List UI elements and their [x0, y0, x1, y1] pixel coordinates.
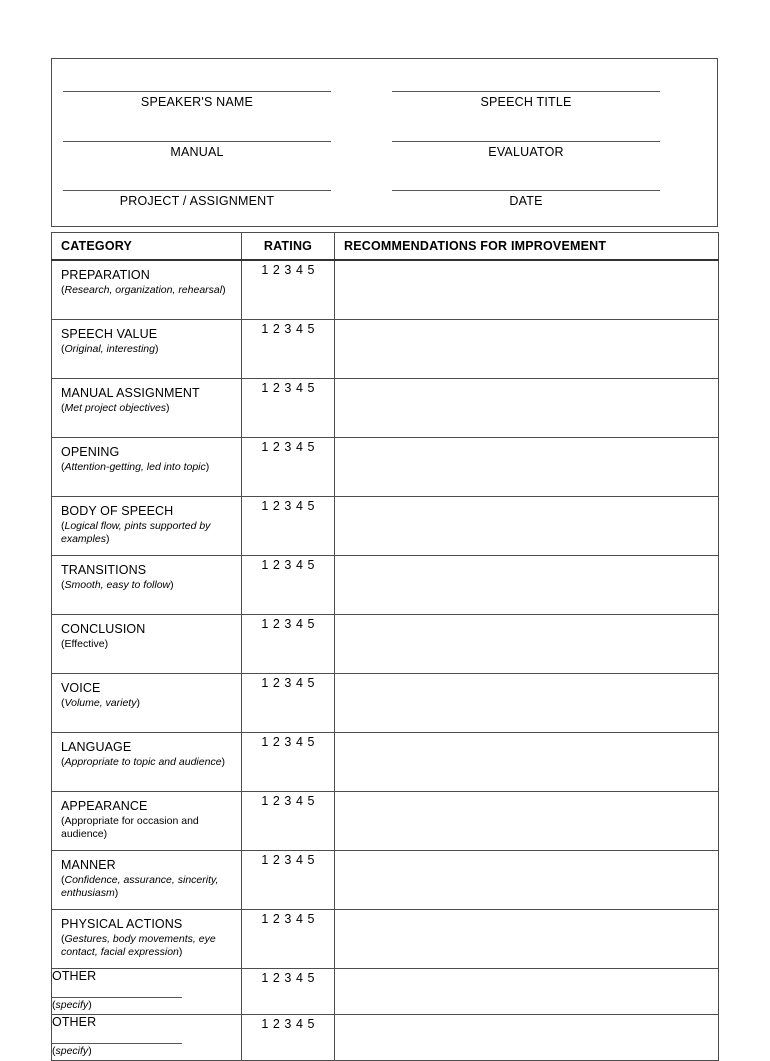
rating-scale: [259, 558, 317, 572]
rating-cell: [242, 320, 335, 379]
recommendations-cell[interactable]: [335, 1015, 719, 1061]
rating-cell: [242, 969, 335, 1015]
rating-scale: [259, 381, 317, 395]
category-cell: [52, 910, 242, 969]
field-label: EVALUATOR: [488, 145, 564, 159]
category-description: (Appropriate for occasion and audience): [61, 815, 199, 840]
recommendations-cell[interactable]: [335, 792, 719, 851]
rating-option-4[interactable]: 4: [295, 558, 304, 572]
recommendations-cell[interactable]: [335, 910, 719, 969]
field-label: MANUAL: [170, 145, 224, 159]
rating-scale: [259, 676, 317, 690]
category-description: (Logical flow, pints supported by examples): [61, 520, 211, 545]
rating-option-1[interactable]: 1: [261, 381, 269, 395]
rating-option-4[interactable]: 4: [295, 853, 304, 867]
rating-option-5[interactable]: 5: [307, 1017, 315, 1031]
header-label-rating: RATING: [263, 239, 313, 253]
field-rule: [63, 91, 331, 92]
table-row: [52, 497, 719, 556]
header-label-recommendations: RECOMMENDATIONS FOR IMPROVEMENT: [344, 239, 607, 253]
field-label: PROJECT / ASSIGNMENT: [119, 194, 275, 208]
rating-cell: [242, 1015, 335, 1061]
field-label: SPEECH TITLE: [480, 95, 572, 109]
category-description: (Smooth, easy to follow): [61, 579, 174, 591]
category-cell: [52, 497, 242, 556]
field-evaluator[interactable]: [392, 141, 660, 163]
category-cell: [52, 438, 242, 497]
recommendations-cell[interactable]: [335, 438, 719, 497]
recommendations-cell[interactable]: [335, 260, 719, 320]
rating-scale: [259, 440, 317, 454]
table-row: [52, 1015, 719, 1061]
rating-option-5[interactable]: 5: [307, 676, 315, 690]
category-title: CONCLUSION: [61, 622, 146, 636]
evaluation-table: [51, 232, 719, 1061]
rating-option-5[interactable]: 5: [307, 971, 315, 985]
header-label-category: CATEGORY: [61, 239, 133, 253]
category-cell: [52, 792, 242, 851]
rating-option-1[interactable]: 1: [261, 676, 269, 690]
rating-scale: [259, 1017, 317, 1031]
category-description: (Original, interesting): [61, 343, 159, 355]
rating-option-2[interactable]: 2: [272, 971, 281, 985]
rating-option-5[interactable]: 5: [307, 499, 315, 513]
table-row: [52, 792, 719, 851]
category-cell-other: [52, 969, 242, 1015]
field-rule: [392, 91, 660, 92]
category-description: (Effective): [61, 638, 109, 650]
rating-scale: [259, 794, 317, 808]
rating-option-1[interactable]: 1: [261, 912, 269, 926]
field-project-assignment[interactable]: [63, 190, 331, 212]
rating-cell: [242, 792, 335, 851]
rating-option-2[interactable]: 2: [272, 617, 281, 631]
category-description: (Gestures, body movements, eye contact, facial expression): [61, 933, 216, 958]
field-speech-title[interactable]: [392, 91, 660, 113]
rating-option-1[interactable]: 1: [261, 263, 269, 277]
rating-option-2[interactable]: 2: [272, 263, 281, 277]
identification-block: [51, 58, 718, 227]
rating-scale: [259, 263, 317, 277]
rating-option-2[interactable]: 2: [272, 735, 281, 749]
category-title: SPEECH VALUE: [61, 327, 158, 341]
table-row: [52, 260, 719, 320]
rating-scale: [259, 499, 317, 513]
rating-scale: [259, 853, 317, 867]
rating-scale: [259, 617, 317, 631]
category-cell: [52, 615, 242, 674]
rating-option-5[interactable]: 5: [307, 853, 315, 867]
field-manual[interactable]: [63, 141, 331, 163]
category-title: TRANSITIONS: [61, 563, 147, 577]
identification-column-right: [392, 59, 660, 226]
rating-option-4[interactable]: 4: [295, 735, 304, 749]
rating-option-2[interactable]: 2: [272, 676, 281, 690]
category-cell-other: [52, 1015, 242, 1061]
category-cell: [52, 556, 242, 615]
rating-option-2[interactable]: 2: [272, 381, 281, 395]
rating-option-1[interactable]: 1: [261, 558, 269, 572]
rating-option-3[interactable]: 3: [284, 263, 292, 277]
rating-option-5[interactable]: 5: [307, 381, 315, 395]
rating-option-5[interactable]: 5: [307, 322, 315, 336]
rating-scale: [259, 971, 317, 985]
rating-option-4[interactable]: 4: [295, 440, 304, 454]
rating-option-5[interactable]: 5: [307, 263, 315, 277]
category-title: LANGUAGE: [61, 740, 132, 754]
rating-cell: [242, 379, 335, 438]
rating-option-1[interactable]: 1: [261, 735, 269, 749]
recommendations-cell[interactable]: [335, 969, 719, 1015]
category-description: (Confidence, assurance, sincerity, enthusiasm): [61, 874, 219, 899]
rating-cell: [242, 910, 335, 969]
category-title: OPENING: [61, 445, 120, 459]
rating-scale: [259, 912, 317, 926]
rating-option-5[interactable]: 5: [307, 617, 315, 631]
table-row: [52, 438, 719, 497]
rating-cell: [242, 733, 335, 792]
table-row: [52, 733, 719, 792]
category-title: VOICE: [61, 681, 101, 695]
rating-cell: [242, 260, 335, 320]
rating-option-2[interactable]: 2: [272, 499, 281, 513]
category-title: OTHER: [52, 969, 97, 983]
recommendations-cell[interactable]: [335, 733, 719, 792]
category-cell: [52, 260, 242, 320]
recommendations-cell[interactable]: [335, 497, 719, 556]
category-cell: [52, 733, 242, 792]
recommendations-cell[interactable]: [335, 851, 719, 910]
specify-label: (specify): [52, 1045, 92, 1057]
rating-option-1[interactable]: 1: [261, 971, 269, 985]
rating-option-1[interactable]: 1: [261, 617, 269, 631]
rating-option-4[interactable]: 4: [295, 381, 304, 395]
rating-option-2[interactable]: 2: [272, 322, 281, 336]
table-row: [52, 969, 719, 1015]
header-cell-category: [52, 233, 242, 261]
category-title: MANNER: [61, 858, 116, 872]
rating-cell: [242, 497, 335, 556]
rating-option-2[interactable]: 2: [272, 1017, 281, 1031]
table-row: [52, 379, 719, 438]
category-title: OTHER: [52, 1015, 97, 1029]
category-description: (Volume, variety): [61, 697, 140, 709]
recommendations-cell[interactable]: [335, 379, 719, 438]
category-title: PREPARATION: [61, 268, 150, 282]
rating-option-3[interactable]: 3: [284, 971, 292, 985]
rating-option-3[interactable]: 3: [284, 735, 292, 749]
rating-option-2[interactable]: 2: [272, 912, 281, 926]
specify-input-line[interactable]: [52, 997, 182, 998]
table-row: [52, 320, 719, 379]
rating-option-4[interactable]: 4: [295, 1017, 304, 1031]
category-cell: [52, 674, 242, 733]
rating-option-3[interactable]: 3: [284, 1017, 292, 1031]
rating-option-1[interactable]: 1: [261, 499, 269, 513]
category-description: (Met project objectives): [61, 402, 170, 414]
category-description: (Research, organization, rehearsal): [61, 284, 226, 296]
rating-option-5[interactable]: 5: [307, 912, 315, 926]
field-rule: [63, 141, 331, 142]
specify-label: (specify): [52, 999, 92, 1011]
rating-scale: [259, 322, 317, 336]
rating-option-5[interactable]: 5: [307, 794, 315, 808]
identification-column-left: [63, 59, 331, 226]
table-header-row: [52, 233, 719, 261]
field-label: SPEAKER'S NAME: [140, 95, 254, 109]
field-speakers-name[interactable]: [63, 91, 331, 113]
rating-option-3[interactable]: 3: [284, 794, 292, 808]
rating-option-3[interactable]: 3: [284, 853, 292, 867]
rating-option-2[interactable]: 2: [272, 853, 281, 867]
rating-option-1[interactable]: 1: [261, 853, 269, 867]
category-cell: [52, 320, 242, 379]
rating-option-2[interactable]: 2: [272, 440, 281, 454]
rating-option-2[interactable]: 2: [272, 558, 281, 572]
rating-cell: [242, 438, 335, 497]
rating-option-3[interactable]: 3: [284, 499, 292, 513]
field-rule: [63, 190, 331, 191]
rating-option-4[interactable]: 4: [295, 794, 304, 808]
table-row: [52, 556, 719, 615]
header-cell-rating: [242, 233, 335, 261]
rating-option-1[interactable]: 1: [261, 794, 269, 808]
table-row: [52, 910, 719, 969]
rating-option-1[interactable]: 1: [261, 322, 269, 336]
rating-option-4[interactable]: 4: [295, 499, 304, 513]
rating-option-4[interactable]: 4: [295, 617, 304, 631]
rating-cell: [242, 674, 335, 733]
recommendations-cell[interactable]: [335, 556, 719, 615]
rating-option-3[interactable]: 3: [284, 676, 292, 690]
rating-option-4[interactable]: 4: [295, 676, 304, 690]
recommendations-cell[interactable]: [335, 674, 719, 733]
rating-scale: [259, 735, 317, 749]
category-cell: [52, 379, 242, 438]
rating-option-4[interactable]: 4: [295, 263, 304, 277]
table-row: [52, 674, 719, 733]
field-label: DATE: [509, 194, 543, 208]
category-cell: [52, 851, 242, 910]
rating-cell: [242, 615, 335, 674]
header-cell-recommendations: [335, 233, 719, 261]
rating-option-3[interactable]: 3: [284, 617, 292, 631]
category-title: MANUAL ASSIGNMENT: [61, 386, 200, 400]
field-rule: [392, 141, 660, 142]
rating-option-3[interactable]: 3: [284, 440, 292, 454]
field-date[interactable]: [392, 190, 660, 212]
rating-option-3[interactable]: 3: [284, 558, 292, 572]
category-description: (Attention-getting, led into topic): [61, 461, 210, 473]
rating-option-5[interactable]: 5: [307, 735, 315, 749]
recommendations-cell[interactable]: [335, 320, 719, 379]
rating-cell: [242, 851, 335, 910]
rating-option-2[interactable]: 2: [272, 794, 281, 808]
category-title: APPEARANCE: [61, 799, 148, 813]
rating-option-1[interactable]: 1: [261, 440, 269, 454]
rating-option-4[interactable]: 4: [295, 322, 304, 336]
rating-option-5[interactable]: 5: [307, 558, 315, 572]
table-row: [52, 615, 719, 674]
rating-option-1[interactable]: 1: [261, 1017, 269, 1031]
category-title: BODY OF SPEECH: [61, 504, 174, 518]
specify-input-line[interactable]: [52, 1043, 182, 1044]
recommendations-cell[interactable]: [335, 615, 719, 674]
rating-option-3[interactable]: 3: [284, 381, 292, 395]
rating-option-4[interactable]: 4: [295, 912, 304, 926]
rating-option-3[interactable]: 3: [284, 912, 292, 926]
table-row: [52, 851, 719, 910]
rating-option-5[interactable]: 5: [307, 440, 315, 454]
rating-option-3[interactable]: 3: [284, 322, 292, 336]
category-title: PHYSICAL ACTIONS: [61, 917, 183, 931]
rating-cell: [242, 556, 335, 615]
field-rule: [392, 190, 660, 191]
rating-option-4[interactable]: 4: [295, 971, 304, 985]
category-description: (Appropriate to topic and audience): [61, 756, 226, 768]
